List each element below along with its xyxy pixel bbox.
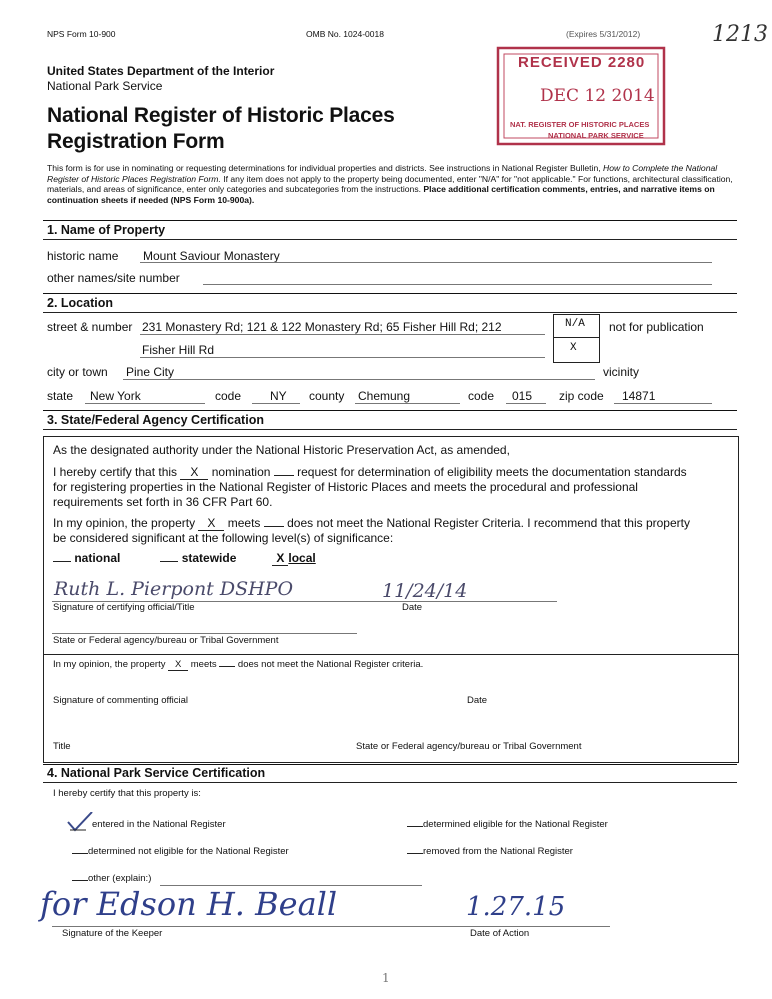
title-label: Title [53,741,71,752]
section-1-top-rule [43,220,737,221]
keeper-underline [52,926,610,927]
stamp-received-text: RECEIVED 2280 [518,54,646,71]
section-3-title: 3. State/Federal Agency Certification [47,413,264,427]
section-2-title-rule [43,312,737,313]
keeper-label: Signature of the Keeper [62,928,163,939]
determined-not-eligible-option[interactable]: determined not eligible for the National Register [72,846,289,857]
not-for-publication-checkbox[interactable]: N/A [565,318,585,330]
national-level-label: national [74,551,121,565]
certify-line-2: for registering properties in the National Register of Historic Places and meets the procedural and professional [53,480,638,494]
page-number: 1 [382,971,390,985]
section-1-title: 1. Name of Property [47,223,166,237]
other-option[interactable]: other (explain:) [72,873,151,884]
state-code-label: code [215,389,242,403]
section-3-title-rule [43,429,737,430]
state-value[interactable]: New York [90,389,141,403]
agency-label: State or Federal agency/bureau or Tribal Government [53,635,279,646]
received-stamp [496,40,668,150]
zip-underline [614,403,712,404]
publication-box-divider [553,337,599,338]
state-label: state [47,389,74,403]
other-names-label: other names/site number [47,271,180,285]
date-label: Date [402,602,423,613]
action-date-label: Date of Action [470,928,530,939]
meets-criteria-mark[interactable]: X [198,516,224,531]
city-label: city or town [47,365,108,379]
certify-line-3: requirements set forth in 36 CFR Part 60. [53,495,273,509]
zip-label: zip code [559,389,604,403]
section-3-top-rule [43,410,737,411]
removed-option[interactable]: removed from the National Register [407,846,573,857]
entered-option-label[interactable]: entered in the National Register [92,819,226,830]
instructions-paragraph: This form is for use in nominating or requesting determinations for individual properties and districts. See instructions in National Register Bulletin, How to Complete the National Register of Historic Places Registration Form. If any item does not apply to the property being documented, enter "N/A" for "not applicable." For functions, architectural classification, materials, and areas of significance, enter only categories and subcategories from the instructions. Place additional certification comments, entries, and narrative items on continuation sheets if needed (NPS Form 10-900a). [47,163,733,205]
national-level-mark[interactable] [53,561,71,562]
section-2-title: 2. Location [47,296,113,310]
omb-number: OMB No. 1024-0018 [306,29,384,39]
entered-checkmark-icon [66,812,94,837]
historic-name-value[interactable]: Mount Saviour Monastery [143,249,280,263]
statewide-level-mark[interactable] [160,561,178,562]
instructions-continuation-note: Place additional certification comments, entries, and narrative items on continuation sheets if needed (NPS Form 10-900a). [47,184,715,205]
state-code-value[interactable]: NY [270,389,287,403]
certifying-official-signature: Ruth L. Pierpont DSHPO [54,578,294,600]
removed-mark[interactable] [407,853,423,854]
determined-not-eligible-mark[interactable] [72,853,88,854]
determined-eligible-option[interactable]: determined eligible for the National Register [407,819,608,830]
street-label: street & number [47,320,133,334]
opinion-line-1: In my opinion, the property X meets does not meet the National Register Criteria. I recommend that this property [53,516,690,530]
local-level-mark[interactable]: X [272,551,288,566]
department-name: United States Department of the Interior [47,64,275,78]
section-4-top-rule [43,764,737,765]
opinion-line-2: be considered significant at the following level(s) of significance: [53,531,394,545]
state-code-underline [252,403,300,404]
stamp-service-text: NATIONAL PARK SERVICE [548,131,644,140]
certification-date-handwritten: 11/24/14 [382,580,468,602]
state-underline [85,403,205,404]
street-underline-2 [140,357,545,358]
does-not-meet-criteria-mark[interactable] [264,526,284,527]
service-name: National Park Service [47,79,163,93]
determined-eligible-mark[interactable] [407,826,423,827]
keeper-signature: for Edson H. Beall [40,885,338,923]
county-code-label: code [468,389,495,403]
section-2-top-rule [43,293,737,294]
agency-underline [52,633,357,634]
eligibility-request-mark[interactable] [274,475,294,476]
not-for-publication-label: not for publication [609,320,704,334]
signature-label: Signature of certifying official/Title [53,602,195,613]
stamp-register-text: NAT. REGISTER OF HISTORIC PLACES [510,120,650,129]
authority-statement: As the designated authority under the National Historic Preservation Act, as amended, [53,443,510,457]
commenting-official-label: Signature of commenting official [53,695,189,706]
instructions-bulletin-title: How to Complete the National Register of Historic Places Registration Form. [47,163,718,184]
nps-certify-statement: I hereby certify that this property is: [53,788,201,799]
county-underline [355,403,460,404]
vicinity-checkbox[interactable]: X [570,342,577,354]
agency2-label: State or Federal agency/bureau or Tribal Government [356,741,582,752]
certification-inner-divider [43,654,738,655]
nomination-mark[interactable]: X [180,465,208,480]
zip-value[interactable]: 14871 [622,389,656,403]
street-value-line-2[interactable]: Fisher Hill Rd [142,343,215,357]
stamp-date-text: DEC 12 2014 [540,86,655,106]
action-date-handwritten: 1.27.15 [466,892,566,922]
other-mark[interactable] [72,880,88,881]
city-underline [123,379,595,380]
historic-name-underline [140,262,712,263]
statewide-level-label: statewide [181,551,237,565]
other-names-underline [203,284,712,285]
form-number: NPS Form 10-900 [47,29,116,39]
significance-levels [53,551,316,566]
handwritten-reference-number: 1213 [712,22,768,47]
meets-criteria-2-mark[interactable]: X [168,659,188,671]
form-title-line-2: Registration Form [47,130,225,153]
street-value-line-1[interactable]: 231 Monastery Rd; 121 & 122 Monastery Rd; 65 Fisher Hill Rd; 212 [142,320,502,334]
street-underline-1 [140,334,545,335]
certify-line-1: I hereby certify that this X nomination request for determination of eligibility meets the documentation standards [53,465,687,479]
section-4-title: 4. National Park Service Certification [47,766,266,780]
county-code-underline [506,403,546,404]
section-4-title-rule [43,782,737,783]
historic-name-label: historic name [47,249,119,263]
city-value[interactable]: Pine City [126,365,175,379]
opinion2-line: In my opinion, the property X meets does not meet the National Register criteria. [53,659,424,670]
local-level-label: local [288,551,316,565]
does-not-meet-2-mark[interactable] [219,666,235,667]
commenting-date-label: Date [467,695,488,706]
county-value[interactable]: Chemung [358,389,411,403]
county-label: county [309,389,345,403]
vicinity-label: vicinity [603,365,640,379]
expiration-date: (Expires 5/31/2012) [566,29,641,39]
section-1-title-rule [43,239,737,240]
form-title-line-1: National Register of Historic Places [47,104,395,127]
county-code-value[interactable]: 015 [512,389,533,403]
